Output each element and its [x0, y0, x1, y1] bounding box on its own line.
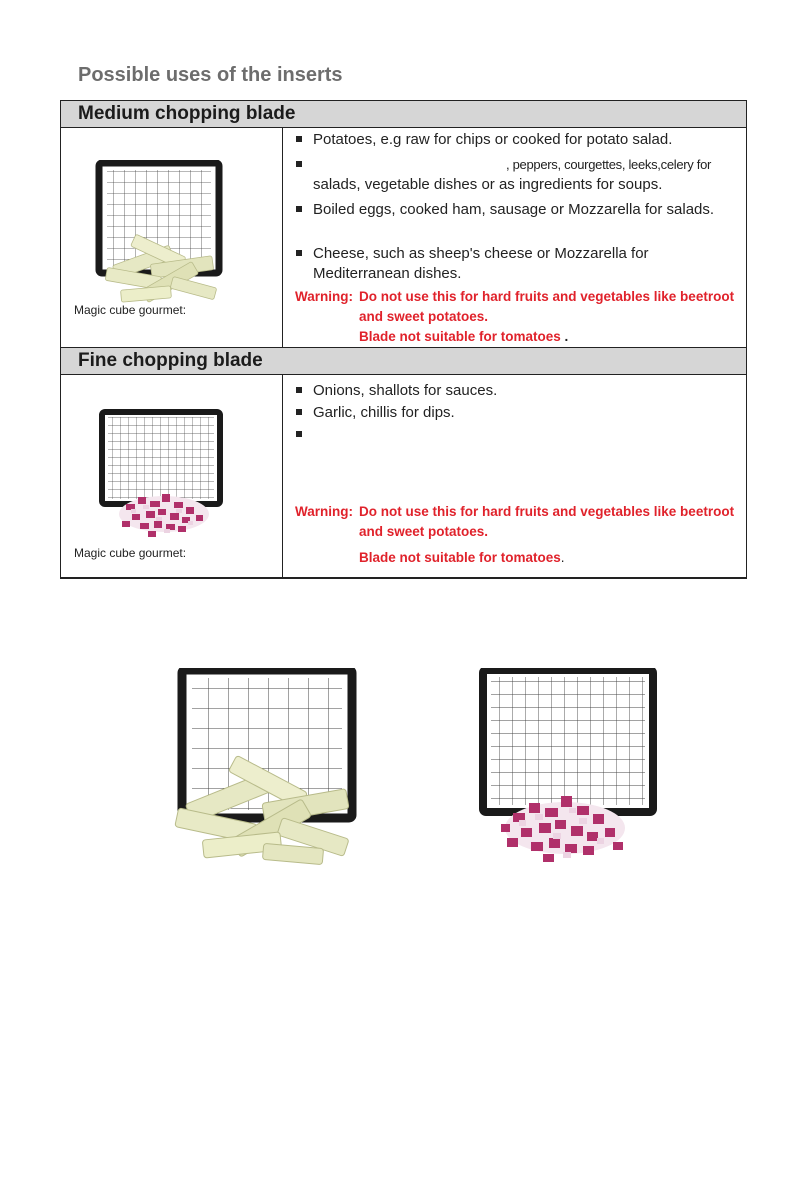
- section-header-medium: [60, 100, 747, 128]
- caption-medium: Magic cube gourmet:: [74, 303, 187, 317]
- warning-fine: Warning: Do not use this for hard fruits and vegetables like beetroot and sweet potatoes. Blade not suitable for tomatoes.: [295, 504, 735, 565]
- section-title-fine: Fine chopping blade: [78, 350, 263, 371]
- section-title-medium: Medium chopping blade: [78, 103, 296, 124]
- image-cell-fine: [60, 374, 283, 578]
- list-item: Onions, shallots for sauces.: [296, 381, 741, 401]
- medium-blade-image: [91, 160, 231, 310]
- caption-fine: Magic cube gourmet:: [74, 546, 187, 560]
- onion-pile: [119, 494, 209, 537]
- list-item: Cheese, such as sheep's cheese or Mozzarella for Mediterranean dishes.: [296, 244, 741, 284]
- bullet-square-icon: [296, 387, 302, 393]
- list-item: Boiled eggs, cooked ham, sausage or Mozzarella for salads.: [296, 200, 741, 220]
- large-fine-blade-image: [473, 668, 663, 868]
- fine-blade-image: [96, 409, 226, 544]
- bullet-square-icon: [296, 431, 302, 437]
- image-cell-medium: [60, 127, 283, 347]
- list-item: Garlic, chillis for dips.: [296, 403, 741, 423]
- list-item: Potatoes, e.g raw for chips or cooked for potato salad.: [296, 130, 741, 150]
- uses-cell-fine: [282, 374, 747, 578]
- list-item: , peppers, courgettes, leeks,celery for salads, vegetable dishes or as ingredients for soups.: [296, 155, 741, 195]
- large-onion-pile: [501, 796, 625, 862]
- bullet-square-icon: [296, 409, 302, 415]
- table-bottom-rule: [60, 577, 747, 579]
- large-medium-blade-image: [168, 668, 368, 868]
- bullet-square-icon: [296, 206, 302, 212]
- page-title: Possible uses of the inserts: [78, 64, 343, 86]
- section-header-fine: [60, 347, 747, 375]
- warning-medium: Warning: Do not use this for hard fruits and vegetables like beetroot and sweet potatoes. Blade not suitable for tomatoes .: [295, 289, 735, 344]
- uses-cell-medium: [282, 127, 747, 347]
- bullet-square-icon: [296, 161, 302, 167]
- bullet-square-icon: [296, 136, 302, 142]
- bullet-square-icon: [296, 250, 302, 256]
